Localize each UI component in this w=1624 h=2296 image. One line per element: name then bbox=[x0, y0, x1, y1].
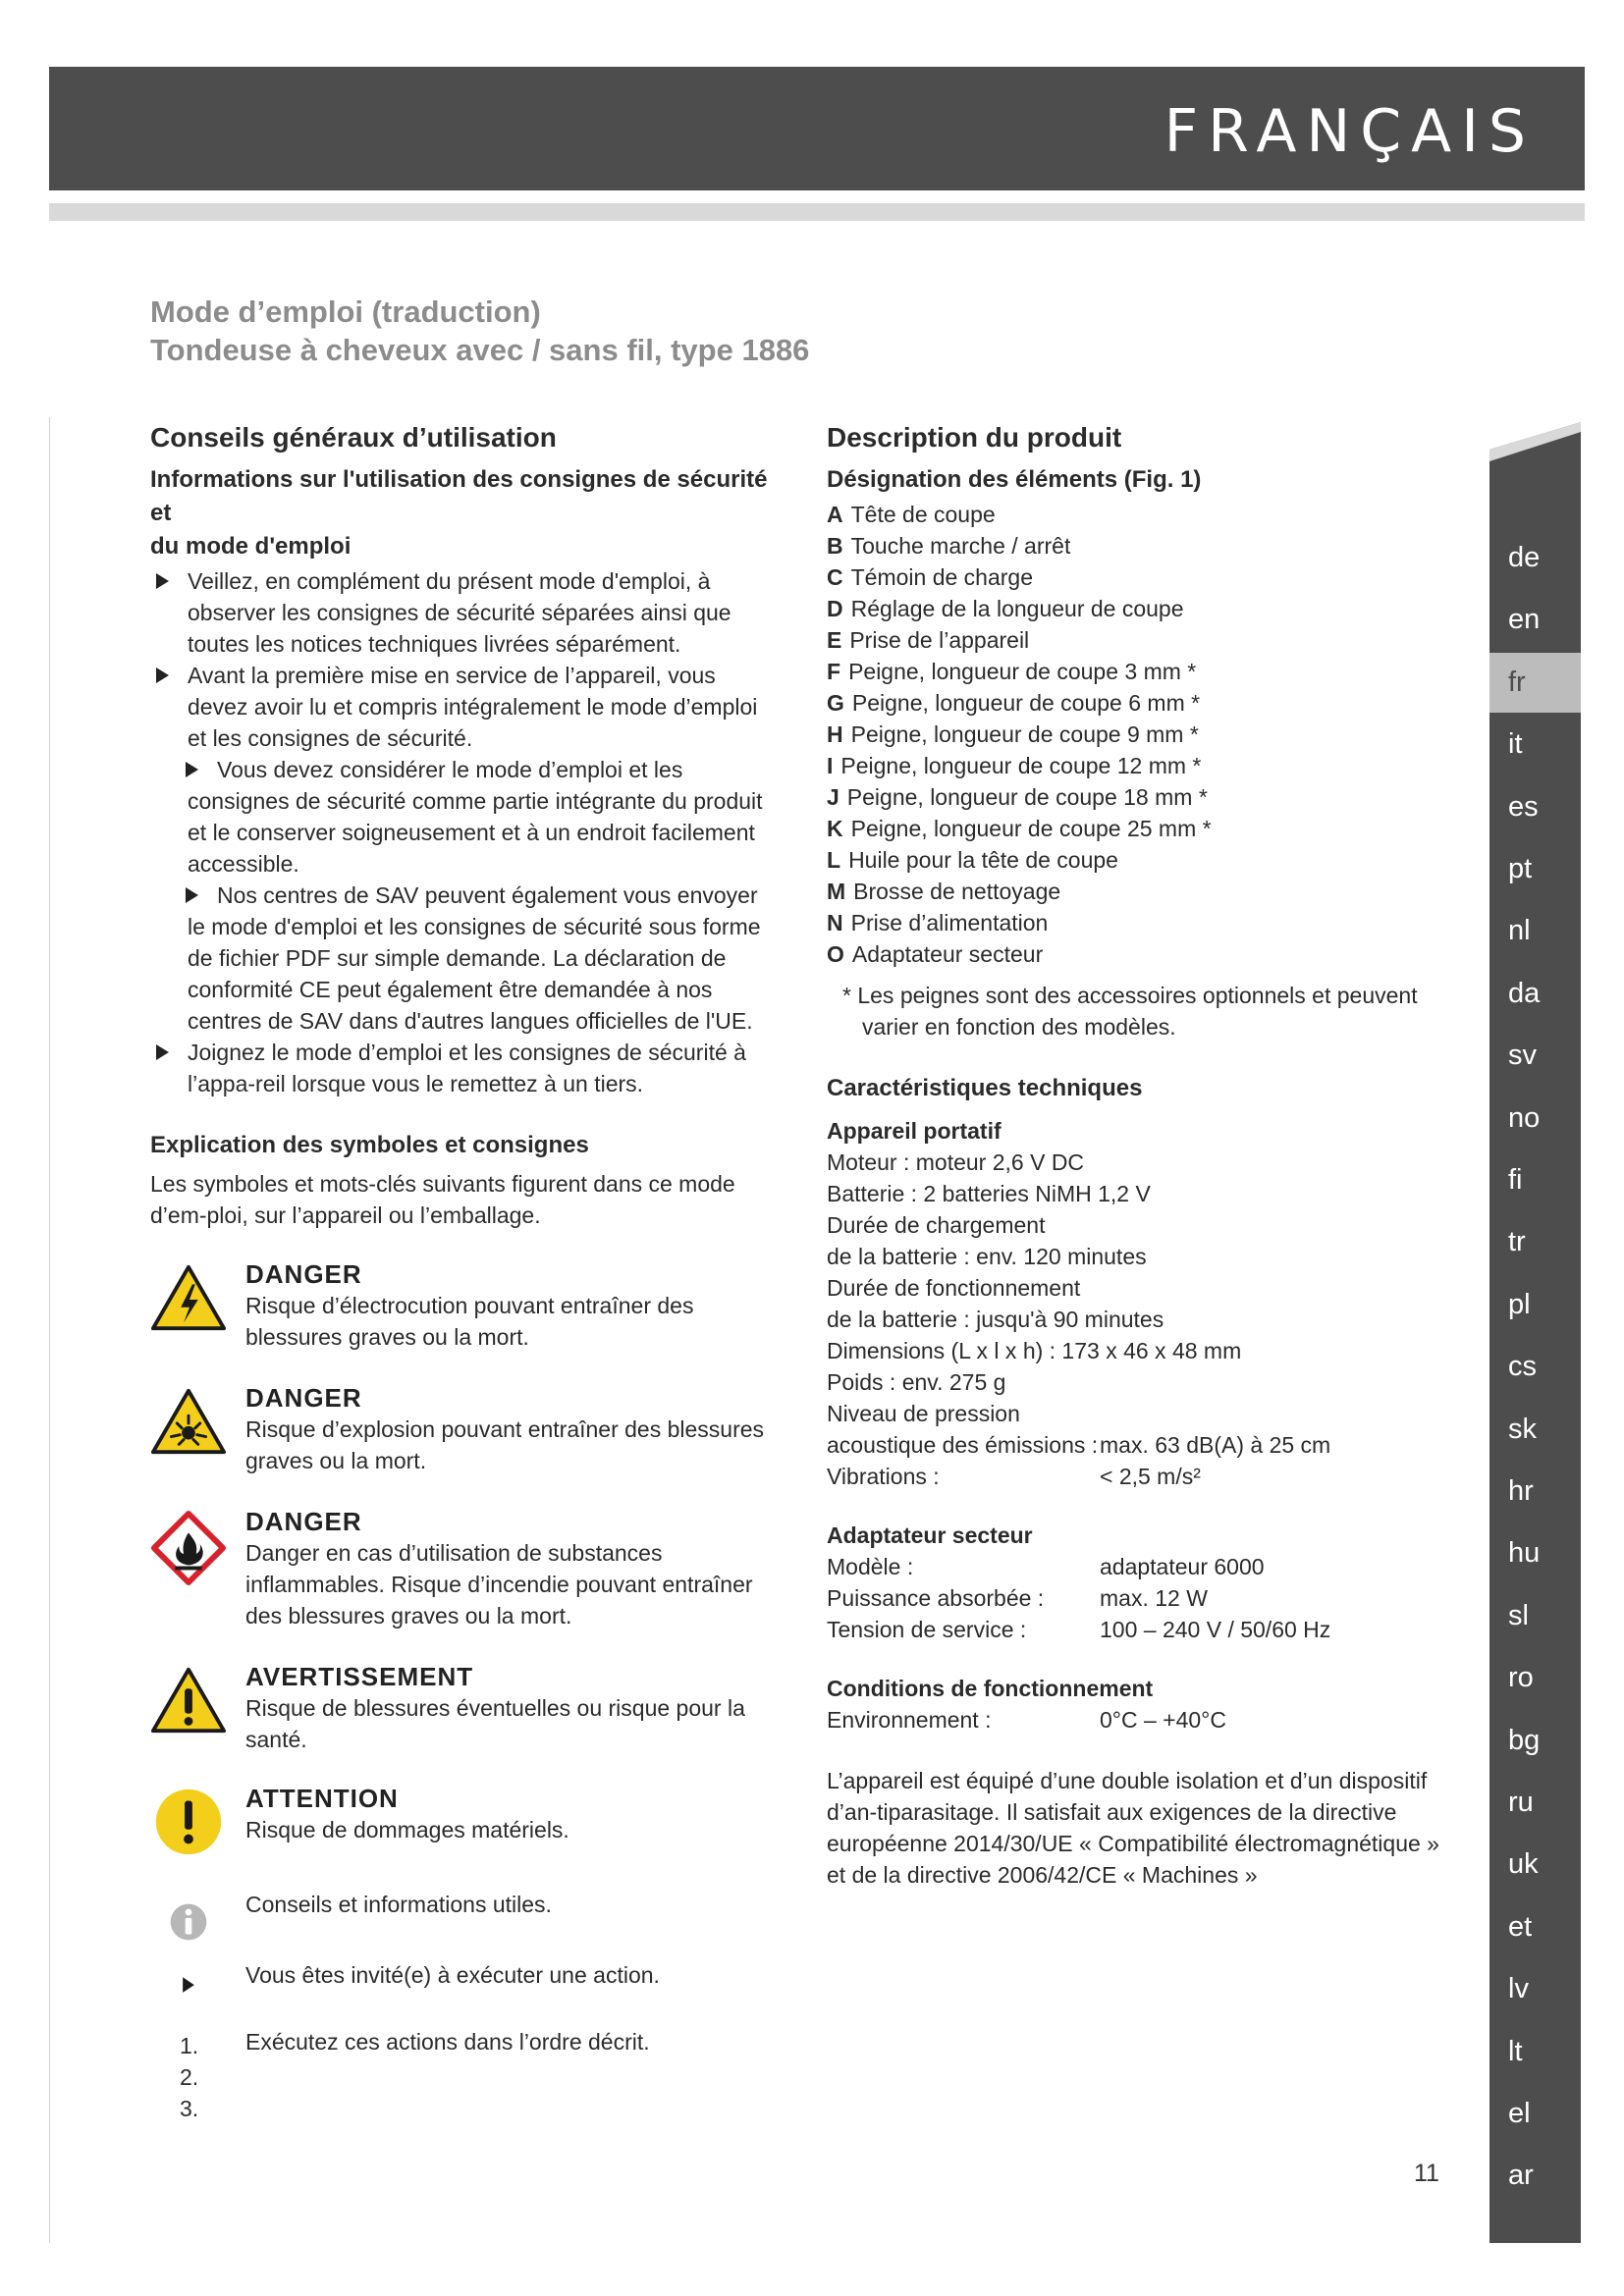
language-tab-es[interactable]: es bbox=[1508, 790, 1539, 823]
language-tab-fi[interactable]: fi bbox=[1508, 1164, 1523, 1196]
list-item: G Peigne, longueur de coupe 6 mm * bbox=[827, 690, 1201, 716]
spec-row: Modèle : adaptateur 6000 bbox=[827, 1554, 1265, 1579]
symbol-row bbox=[150, 1382, 779, 1476]
step-number: 2. bbox=[180, 2064, 199, 2090]
action-arrow-icon bbox=[186, 762, 198, 777]
symbol-text: Conseils et informations utiles. bbox=[245, 1892, 552, 1917]
language-tab-hr[interactable]: hr bbox=[1508, 1475, 1534, 1507]
language-tab-no[interactable]: no bbox=[1508, 1101, 1541, 1134]
language-tab-sv[interactable]: sv bbox=[1508, 1040, 1537, 1072]
symbol-title: DANGER bbox=[245, 1507, 362, 1536]
language-tab-tr[interactable]: tr bbox=[1508, 1226, 1526, 1258]
action-arrow-icon bbox=[150, 1963, 227, 2012]
symbol-row bbox=[150, 1661, 779, 1755]
spec-row: Puissance absorbée : max. 12 W bbox=[827, 1585, 1208, 1611]
spec-line: de la batterie : env. 120 minutes bbox=[827, 1244, 1147, 1269]
adapter-heading: Adaptateur secteur bbox=[827, 1522, 1033, 1548]
language-tab-nl[interactable]: nl bbox=[1508, 915, 1531, 947]
symbol-row bbox=[150, 1258, 779, 1353]
list-item: C Témoin de charge bbox=[827, 564, 1034, 590]
symbol-row bbox=[150, 1889, 779, 1948]
attention-icon bbox=[150, 1787, 227, 1857]
spec-line: Durée de fonctionnement bbox=[827, 1275, 1081, 1301]
bullet-text: Veillez, en complément du présent mode d'emploi, à observer les consignes de sécurité séparées ainsi que toutes les notices techniques livrées séparément. bbox=[188, 568, 731, 657]
info-icon bbox=[150, 1893, 227, 1951]
language-tab-uk[interactable]: uk bbox=[1508, 1848, 1539, 1881]
left-column bbox=[150, 420, 779, 2120]
spec-row: Environnement : 0°C – +40°C bbox=[827, 1707, 1226, 1733]
accessories-note: * Les peignes sont des accessoires optionnels et peuvent varier en fonction des modèles. bbox=[842, 983, 1418, 1040]
symbol-text: Danger en cas d’utilisation de substances inflammables. Risque d’incendie pouvant entraîner des blessures graves ou la mort. bbox=[245, 1540, 753, 1629]
document-title-line2: Tondeuse à cheveux avec / sans fil, type 1886 bbox=[150, 333, 810, 367]
action-arrow-icon bbox=[186, 887, 198, 903]
language-tab-da[interactable]: da bbox=[1508, 977, 1541, 1009]
general-advice-heading: Conseils généraux d’utilisation bbox=[150, 422, 557, 453]
list-item: I Peigne, longueur de coupe 12 mm * bbox=[827, 753, 1202, 778]
symbols-heading: Explication des symboles et consignes bbox=[150, 1132, 589, 1158]
spec-line: Niveau de pression bbox=[827, 1401, 1020, 1426]
action-arrow-icon bbox=[156, 573, 169, 589]
header-bar bbox=[49, 67, 1585, 190]
steps-row bbox=[150, 2026, 779, 2120]
left-margin-rule bbox=[49, 417, 50, 2243]
step-number: 3. bbox=[180, 2096, 199, 2121]
spec-line: Durée de chargement bbox=[827, 1212, 1046, 1238]
page-number: 11 bbox=[1414, 2160, 1439, 2187]
symbol-title: DANGER bbox=[245, 1383, 362, 1413]
right-column bbox=[827, 420, 1440, 1891]
spec-line: Dimensions (L x l x h) : 173 x 46 x 48 mm bbox=[827, 1338, 1242, 1363]
language-tab-de[interactable]: de bbox=[1508, 542, 1541, 573]
language-tab-et[interactable]: et bbox=[1508, 1910, 1533, 1943]
explosion-hazard-icon bbox=[150, 1386, 227, 1457]
bullet-text: Avant la première mise en service de l’appareil, vous devez avoir lu et compris intégralement le mode d’emploi et les consignes de sécurité. bbox=[188, 663, 758, 751]
list-item: F Peigne, longueur de coupe 3 mm * bbox=[827, 659, 1197, 684]
spec-line: de la batterie : jusqu'à 90 minutes bbox=[827, 1307, 1164, 1332]
language-tab-pl[interactable]: pl bbox=[1508, 1288, 1531, 1320]
list-item: A Tête de coupe bbox=[827, 502, 996, 527]
list-item: J Peigne, longueur de coupe 18 mm * bbox=[827, 784, 1208, 810]
compliance-text: L’appareil est équipé d’une double isolation et d’un dispositif d’an-tiparasitage. Il satisfait aux exigences de la directive européenne 2014/30/UE « Compatibilité électromagnétique » et de la directive 2006/42/CE « Machines » bbox=[827, 1768, 1439, 1888]
tech-specs-heading: Caractéristiques techniques bbox=[827, 1075, 1143, 1101]
spec-row: acoustique des émissions : max. 63 dB(A) à 25 cm bbox=[827, 1432, 1331, 1458]
warning-icon bbox=[150, 1665, 227, 1735]
product-description-heading: Description du produit bbox=[827, 422, 1122, 453]
list-item: H Peigne, longueur de coupe 9 mm * bbox=[827, 721, 1199, 747]
language-tab-lv[interactable]: lv bbox=[1508, 1973, 1529, 2005]
action-arrow-icon bbox=[156, 1044, 169, 1060]
language-tab-ru[interactable]: ru bbox=[1508, 1787, 1534, 1818]
spec-line: Poids : env. 275 g bbox=[827, 1369, 1006, 1395]
list-item: B Touche marche / arrêt bbox=[827, 533, 1071, 559]
language-sidebar bbox=[1489, 422, 1581, 2243]
language-tab-ar[interactable]: ar bbox=[1508, 2160, 1534, 2192]
language-tab-en[interactable]: en bbox=[1508, 604, 1541, 636]
bullet-text: Nos centres de SAV peuvent également vous envoyer le mode d'emploi et les consignes de sécurité sous forme de fichier PDF sur simple demande. La déclaration de conformité CE peut également être demandée à nos centres de SAV dans d'autres langues officielles de l'UE. bbox=[188, 882, 761, 1034]
spec-row: Tension de service : 100 – 240 V / 50/60 Hz bbox=[827, 1617, 1331, 1642]
language-tab-bg[interactable]: bg bbox=[1508, 1724, 1541, 1756]
header-divider bbox=[49, 203, 1585, 221]
document-title-line1: Mode d’emploi (traduction) bbox=[150, 294, 541, 329]
list-item bbox=[150, 660, 779, 754]
symbol-title: AVERTISSEMENT bbox=[245, 1662, 474, 1691]
electric-hazard-icon bbox=[150, 1262, 227, 1333]
document-title bbox=[150, 293, 809, 369]
list-item: N Prise d’alimentation bbox=[827, 910, 1049, 935]
list-item: E Prise de l’appareil bbox=[827, 627, 1030, 653]
spec-row: Vibrations : < 2,5 m/s² bbox=[827, 1464, 1201, 1489]
step-numbers bbox=[180, 2030, 219, 2124]
language-tab-lt[interactable]: lt bbox=[1508, 2035, 1523, 2067]
symbol-row bbox=[150, 1783, 779, 1859]
page-title: FRANÇAIS bbox=[1164, 97, 1536, 166]
list-item: D Réglage de la longueur de coupe bbox=[827, 596, 1184, 621]
parts-heading: Désignation des éléments (Fig. 1) bbox=[827, 466, 1202, 493]
flammable-icon bbox=[150, 1510, 227, 1586]
language-tab-hu[interactable]: hu bbox=[1508, 1537, 1541, 1570]
symbol-text: Risque de blessures éventuelles ou risque pour la santé. bbox=[245, 1695, 745, 1752]
steps-text: Exécutez ces actions dans l’ordre décrit. bbox=[245, 2029, 650, 2055]
list-item: M Brosse de nettoyage bbox=[827, 879, 1061, 904]
symbol-title: ATTENTION bbox=[245, 1784, 399, 1813]
symbol-text: Vous êtes invité(e) à exécuter une action. bbox=[245, 1962, 660, 1988]
language-tab-fr[interactable]: fr bbox=[1489, 653, 1581, 713]
step-number: 1. bbox=[180, 2033, 199, 2058]
bullet-text: Vous devez considérer le mode d’emploi et les consignes de sécurité comme partie intégrante du produit et le conserver soigneusement et à un endroit facilement accessible. bbox=[188, 757, 763, 877]
language-tab-sl[interactable]: sl bbox=[1508, 1599, 1529, 1631]
conditions-heading: Conditions de fonctionnement bbox=[827, 1676, 1154, 1701]
language-tab-el[interactable]: el bbox=[1508, 2098, 1531, 2129]
language-tab-sk[interactable]: sk bbox=[1508, 1413, 1537, 1445]
list-item bbox=[150, 1037, 779, 1099]
action-arrow-icon bbox=[156, 667, 169, 683]
symbol-text: Risque de dommages matériels. bbox=[245, 1817, 569, 1842]
symbol-text: Risque d’explosion pouvant entraîner des blessures graves ou la mort. bbox=[245, 1416, 765, 1473]
spec-line: Moteur : moteur 2,6 V DC bbox=[827, 1149, 1085, 1175]
list-item bbox=[150, 754, 779, 880]
list-item: L Huile pour la tête de coupe bbox=[827, 847, 1118, 873]
parts-list bbox=[827, 499, 1440, 970]
language-tab-ro[interactable]: ro bbox=[1508, 1662, 1534, 1694]
spec-line: Batterie : 2 batteries NiMH 1,2 V bbox=[827, 1181, 1151, 1206]
bullet-text: Joignez le mode d’emploi et les consignes de sécurité à l’appa-reil lorsque vous le remettez à un tiers. bbox=[188, 1040, 746, 1096]
language-tab-it[interactable]: it bbox=[1508, 728, 1523, 761]
symbol-row bbox=[150, 1506, 779, 1631]
list-item: K Peigne, longueur de coupe 25 mm * bbox=[827, 816, 1212, 841]
symbol-row bbox=[150, 1959, 779, 2008]
symbols-intro: Les symboles et mots-clés suivants figurent dans ce mode d’em-ploi, sur l’appareil ou l’emballage. bbox=[150, 1171, 735, 1228]
safety-info-heading-line1: Informations sur l'utilisation des consignes de sécurité et bbox=[150, 466, 768, 526]
symbol-text: Risque d’électrocution pouvant entraîner des blessures graves ou la mort. bbox=[245, 1293, 694, 1350]
safety-info-heading-line2: du mode d'emploi bbox=[150, 533, 352, 560]
list-item bbox=[150, 880, 779, 1037]
list-item: O Adaptateur secteur bbox=[827, 941, 1044, 967]
handheld-heading: Appareil portatif bbox=[827, 1118, 1001, 1144]
language-tab-cs[interactable]: cs bbox=[1508, 1351, 1537, 1383]
list-item bbox=[150, 565, 779, 660]
symbol-title: DANGER bbox=[245, 1259, 362, 1289]
language-tab-pt[interactable]: pt bbox=[1508, 853, 1533, 884]
